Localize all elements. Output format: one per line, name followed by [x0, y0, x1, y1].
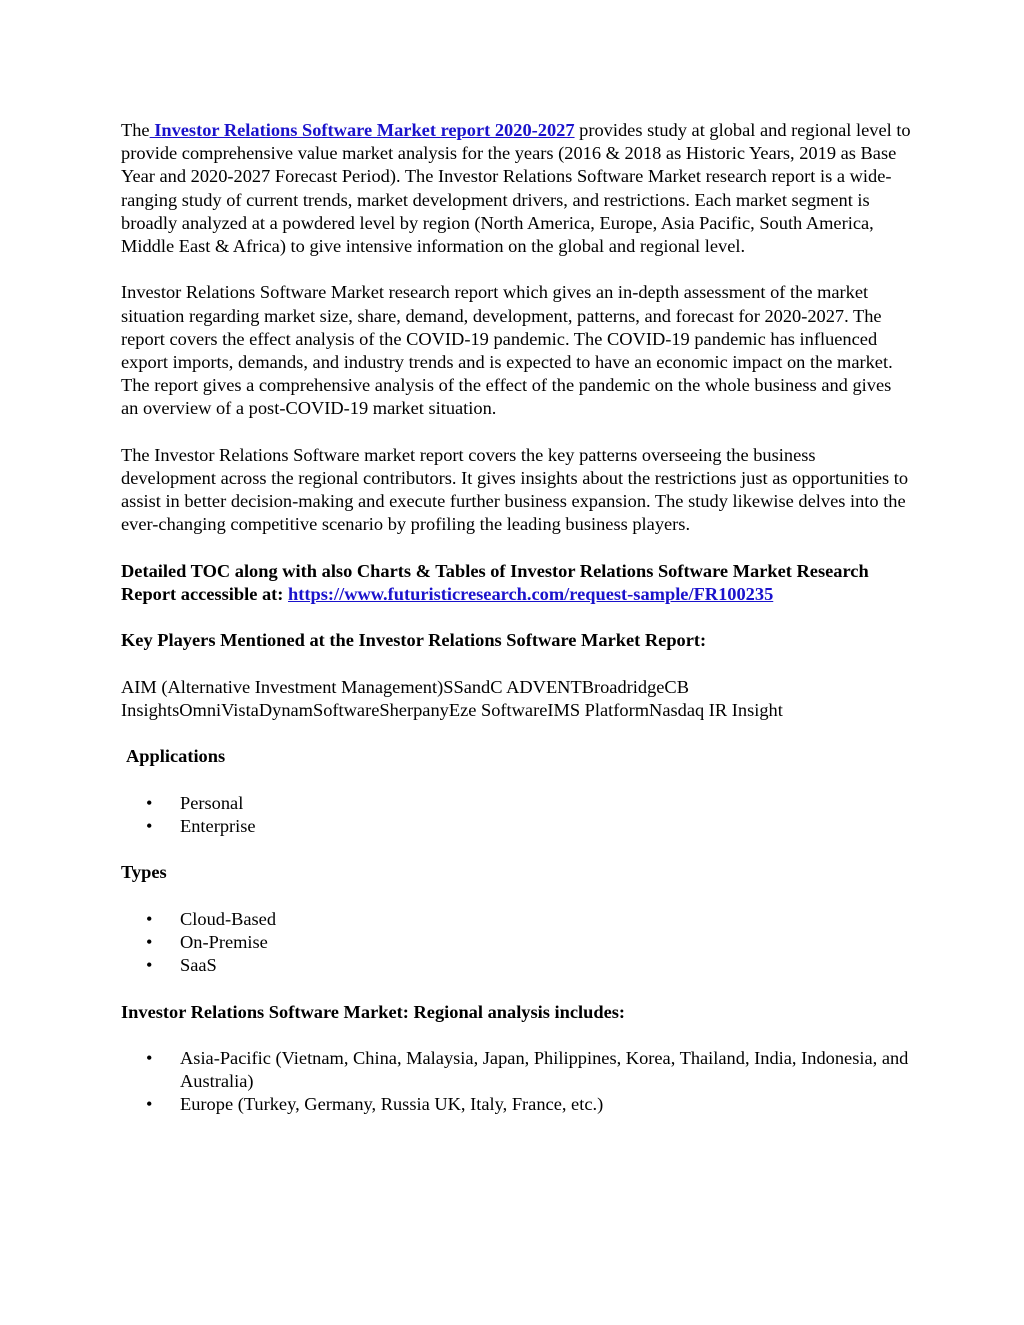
applications-list	[121, 792, 911, 838]
intro-paragraph	[121, 119, 911, 258]
list-item-label: Europe (Turkey, Germany, Russia UK, Italy, France, etc.)	[180, 1094, 604, 1115]
list-item-label: Personal	[180, 792, 244, 813]
bullet-icon: •	[146, 815, 153, 836]
list-item-label: Cloud-Based	[180, 908, 277, 929]
list-item	[121, 815, 911, 838]
list-item	[121, 792, 911, 815]
list-item-label: On-Premise	[180, 931, 268, 952]
document-page	[121, 119, 911, 1140]
list-item-label: SaaS	[180, 955, 217, 976]
list-item-label: Asia-Pacific (Vietnam, China, Malaysia, Japan, Philippines, Korea, Thailand, India, Indonesia, and Australia)	[180, 1047, 909, 1092]
list-item	[121, 908, 911, 931]
regional-heading: Investor Relations Software Market: Regional analysis includes:	[121, 1001, 626, 1022]
types-list	[121, 908, 911, 978]
list-item	[121, 931, 911, 954]
list-item	[121, 1047, 911, 1093]
key-players-heading: Key Players Mentioned at the Investor Relations Software Market Report:	[121, 630, 707, 651]
toc-paragraph	[121, 560, 911, 606]
covid-paragraph: Investor Relations Software Market research report which gives an in-depth assessment of the market situation regarding market size, share, demand, development, patterns, and forecast for 2020-2027. The report covers the effect analysis of the COVID-19 pandemic. The COVID-19 pandemic has influenced export imports, demands, and industry trends and is expected to have an economic impact on the market. The report gives a comprehensive analysis of the effect of the pandemic on the whole business and gives an overview of a post-COVID-19 market situation.	[121, 282, 893, 419]
types-heading: Types	[121, 862, 167, 883]
request-sample-link[interactable]: https://www.futuristicresearch.com/request-sample/FR100235	[288, 584, 774, 605]
intro-rest: provides study at global and regional level to provide comprehensive value market analysis for the years (2016 & 2018 as Historic Years, 2019 as Base Year and 2020-2027 Forecast Period). The Investor Relations Software Market research report is a wide-ranging study of current trends, market development drivers, and restrictions. Each market segment is broadly analyzed at a powdered level by region (North America, Europe, Asia Pacific, South America, Middle East & Africa) to give intensive information on the global and regional level.	[121, 120, 911, 257]
patterns-paragraph: The Investor Relations Software market report covers the key patterns overseeing the business development across the regional contributors. It gives insights about the restrictions just as opportunities to assist in better decision-making and execute further business expansion. The study likewise delves into the ever-changing competitive scenario by profiling the leading business players.	[121, 444, 909, 535]
bullet-icon: •	[146, 1047, 153, 1068]
bullet-icon: •	[146, 931, 153, 952]
bullet-icon: •	[146, 955, 153, 976]
regional-list	[121, 1047, 911, 1117]
list-item	[121, 954, 911, 977]
report-link[interactable]: Investor Relations Software Market report 2020-2027	[149, 120, 575, 140]
bullet-icon: •	[146, 792, 153, 813]
bullet-icon: •	[146, 1094, 153, 1115]
applications-heading: Applications	[126, 746, 226, 767]
list-item-label: Enterprise	[180, 815, 256, 836]
bullet-icon: •	[146, 908, 153, 929]
key-players-list: AIM (Alternative Investment Management)SSandC ADVENTBroadridgeCB InsightsOmniVistaDynamSoftwareSherpanyEze SoftwareIMS PlatformNasdaq IR Insight	[121, 676, 783, 720]
intro-prefix: The	[121, 120, 150, 140]
list-item	[121, 1093, 911, 1116]
toc-text: Detailed TOC along with also Charts & Tables of Investor Relations Software Market Research Report accessible at:	[121, 560, 869, 605]
